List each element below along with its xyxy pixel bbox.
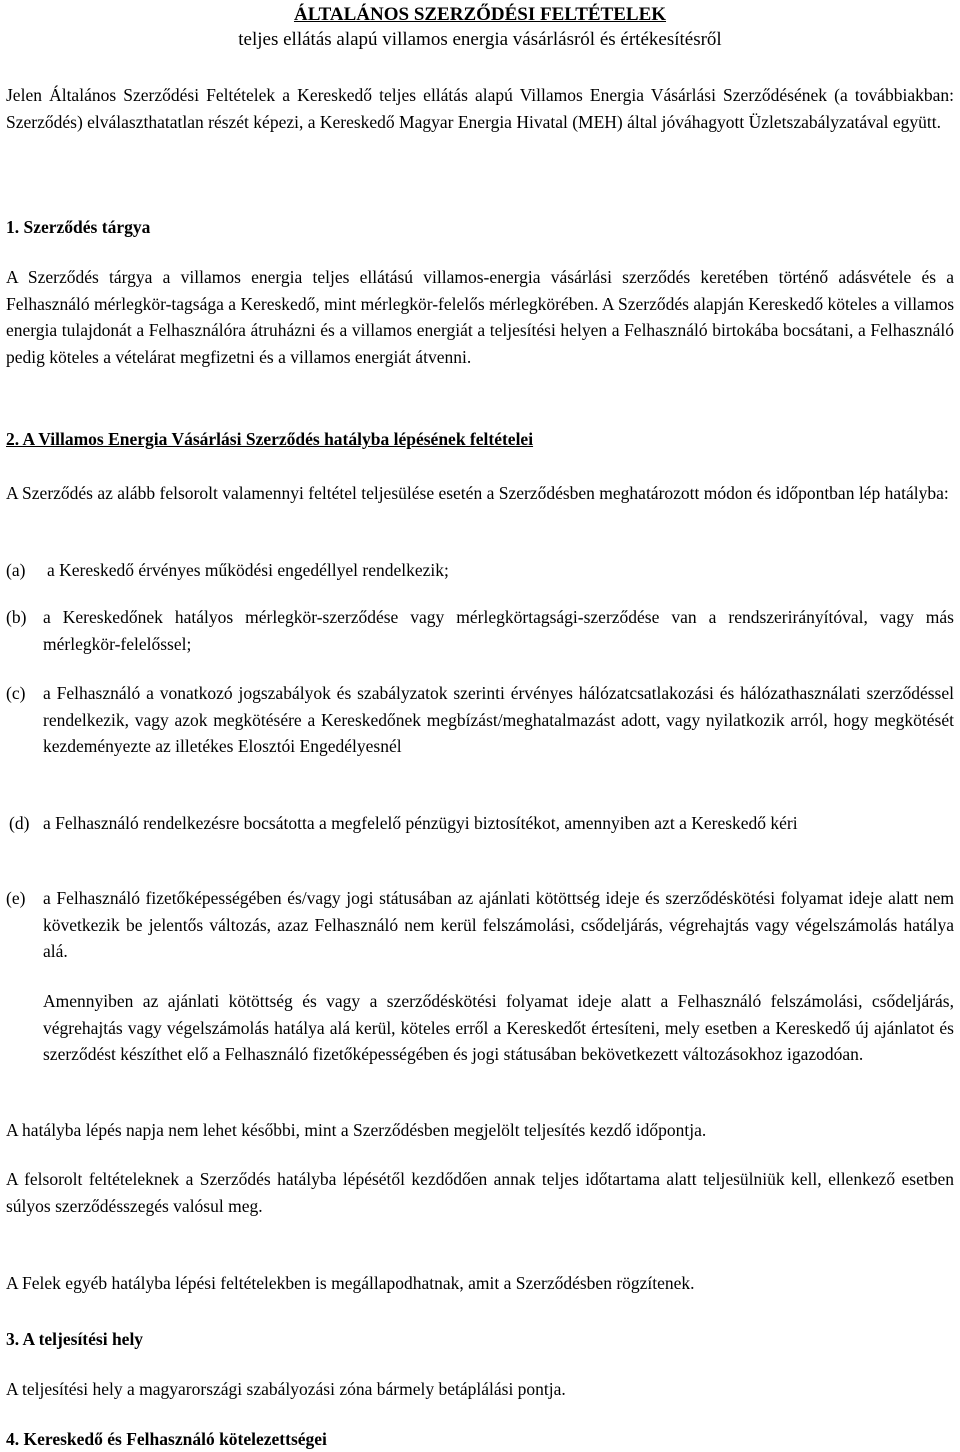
section-1-heading: 1. Szerződés tárgya [6,217,151,237]
document-title: ÁLTALÁNOS SZERZŐDÉSI FELTÉTELEK [293,4,667,25]
condition-label: (b) [6,607,27,627]
condition-item-a [6,557,954,584]
intro-paragraph: Jelen Általános Szerződési Feltételek a Kereskedő teljes ellátás alapú Villamos Energia Vásárlási Szerződésének (a továbbiakban: Szerződés) elválaszthatatlan részét képezi, a Kereskedő Magyar Energia Hivatal (MEH) által jóváhagyott Üzletszabályzatával együtt. [6,85,954,132]
condition-label: (a) [6,560,26,580]
section-1-body: A Szerződés tárgya a villamos energia teljes ellátású villamos-energia vásárlási szerződés keretében történő adásvétele és a Felhasználó mérlegkör-tagsága a Kereskedő, mint mérlegkör-felelős mérlegkörében. A Szerződés alapján Kereskedő köteles a villamos energia tulajdonát a Felhasználóra átruházni és a villamos energiát a teljesítési helyen a Felhasználó birtokába bocsátani, a Felhasználó pedig köteles a vételárat megfizetni és a villamos energiát átvenni. [6,267,954,367]
document-subtitle: teljes ellátás alapú villamos energia vásárlásról és értékesítésről [238,29,722,50]
section-2-heading: 2. A Villamos Energia Vásárlási Szerződés hatályba lépésének feltételei [6,429,534,449]
condition-text: a Felhasználó a vonatkozó jogszabályok és szabályzatok szerinti érvényes hálózatcsatlakozási és hálózathasználati szerződéssel rendelkezik, vagy azok megkötésére a Kereskedőnek megbízást/meghatalmazást adott, vagy nyilatkozik arról, hogy megkötését kezdeményezte az illetékes Elosztói Engedélyesnél [43,683,954,757]
condition-text: a Felhasználó rendelkezésre bocsátotta a megfelelő pénzügyi biztosítékot, amennyiben azt a Kereskedő kéri [43,813,798,833]
condition-item-e [6,885,954,965]
condition-label: (c) [6,683,26,703]
section-3-heading: 3. A teljesítési hely [6,1329,144,1349]
condition-item-b [6,604,954,657]
condition-text: a Kereskedőnek hatályos mérlegkör-szerződése vagy mérlegkörtagsági-szerződése van a rendszerirányítóval, vagy más mérlegkör-felelőssel; [43,607,954,654]
section-2-intro: A Szerződés az alább felsorolt valamennyi feltétel teljesülése esetén a Szerződésben meghatározott módon és időpontban lép hatályba: [6,483,949,503]
effective-date-paragraph: A hatályba lépés napja nem lehet későbbi, mint a Szerződésben megjelölt teljesítés kezdő időpontja. [6,1120,707,1140]
section-3-body: A teljesítési hely a magyarországi szabályozási zóna bármely betáplálási pontja. [6,1379,566,1399]
conditions-duration-paragraph: A felsorolt feltételeknek a Szerződés hatályba lépésétől kezdődően annak teljes időtartama alatt teljesülniük kell, ellenkező esetben súlyos szerződésszegés valósul meg. [6,1169,954,1216]
condition-text: a Felhasználó fizetőképességében és/vagy jogi státusában az ajánlati kötöttség ideje és szerződéskötési folyamat ideje alatt nem következik be jelentős változás, azaz Felhasználó nem kerül felszámolási, csődeljárás, végrehajtás vagy végelszámolás hatálya alá. [43,888,954,962]
condition-label: (d) [9,813,30,833]
insolvency-paragraph: Amennyiben az ajánlati kötöttség és vagy a szerződéskötési folyamat ideje alatt a Felhasználó felszámolási, csődeljárás, végrehajtás vagy végelszámolás hatálya alá kerül, köteles erről a Kereskedőt értesíteni, mely esetben a Kereskedő új ajánlatot és szerződést készíthet elő a Felhasználó fizetőképességében és jogi státusában bekövetkezett változásokhoz igazodóan. [43,991,954,1065]
condition-text: a Kereskedő érvényes működési engedéllyel rendelkezik; [47,560,449,580]
section-4-heading: 4. Kereskedő és Felhasználó kötelezettségei [6,1429,327,1449]
other-conditions-paragraph: A Felek egyéb hatályba lépési feltételekben is megállapodhatnak, amit a Szerződésben rögzítenek. [6,1273,695,1293]
condition-item-c [6,680,954,760]
condition-item-d [9,810,954,837]
condition-label: (e) [6,888,26,908]
